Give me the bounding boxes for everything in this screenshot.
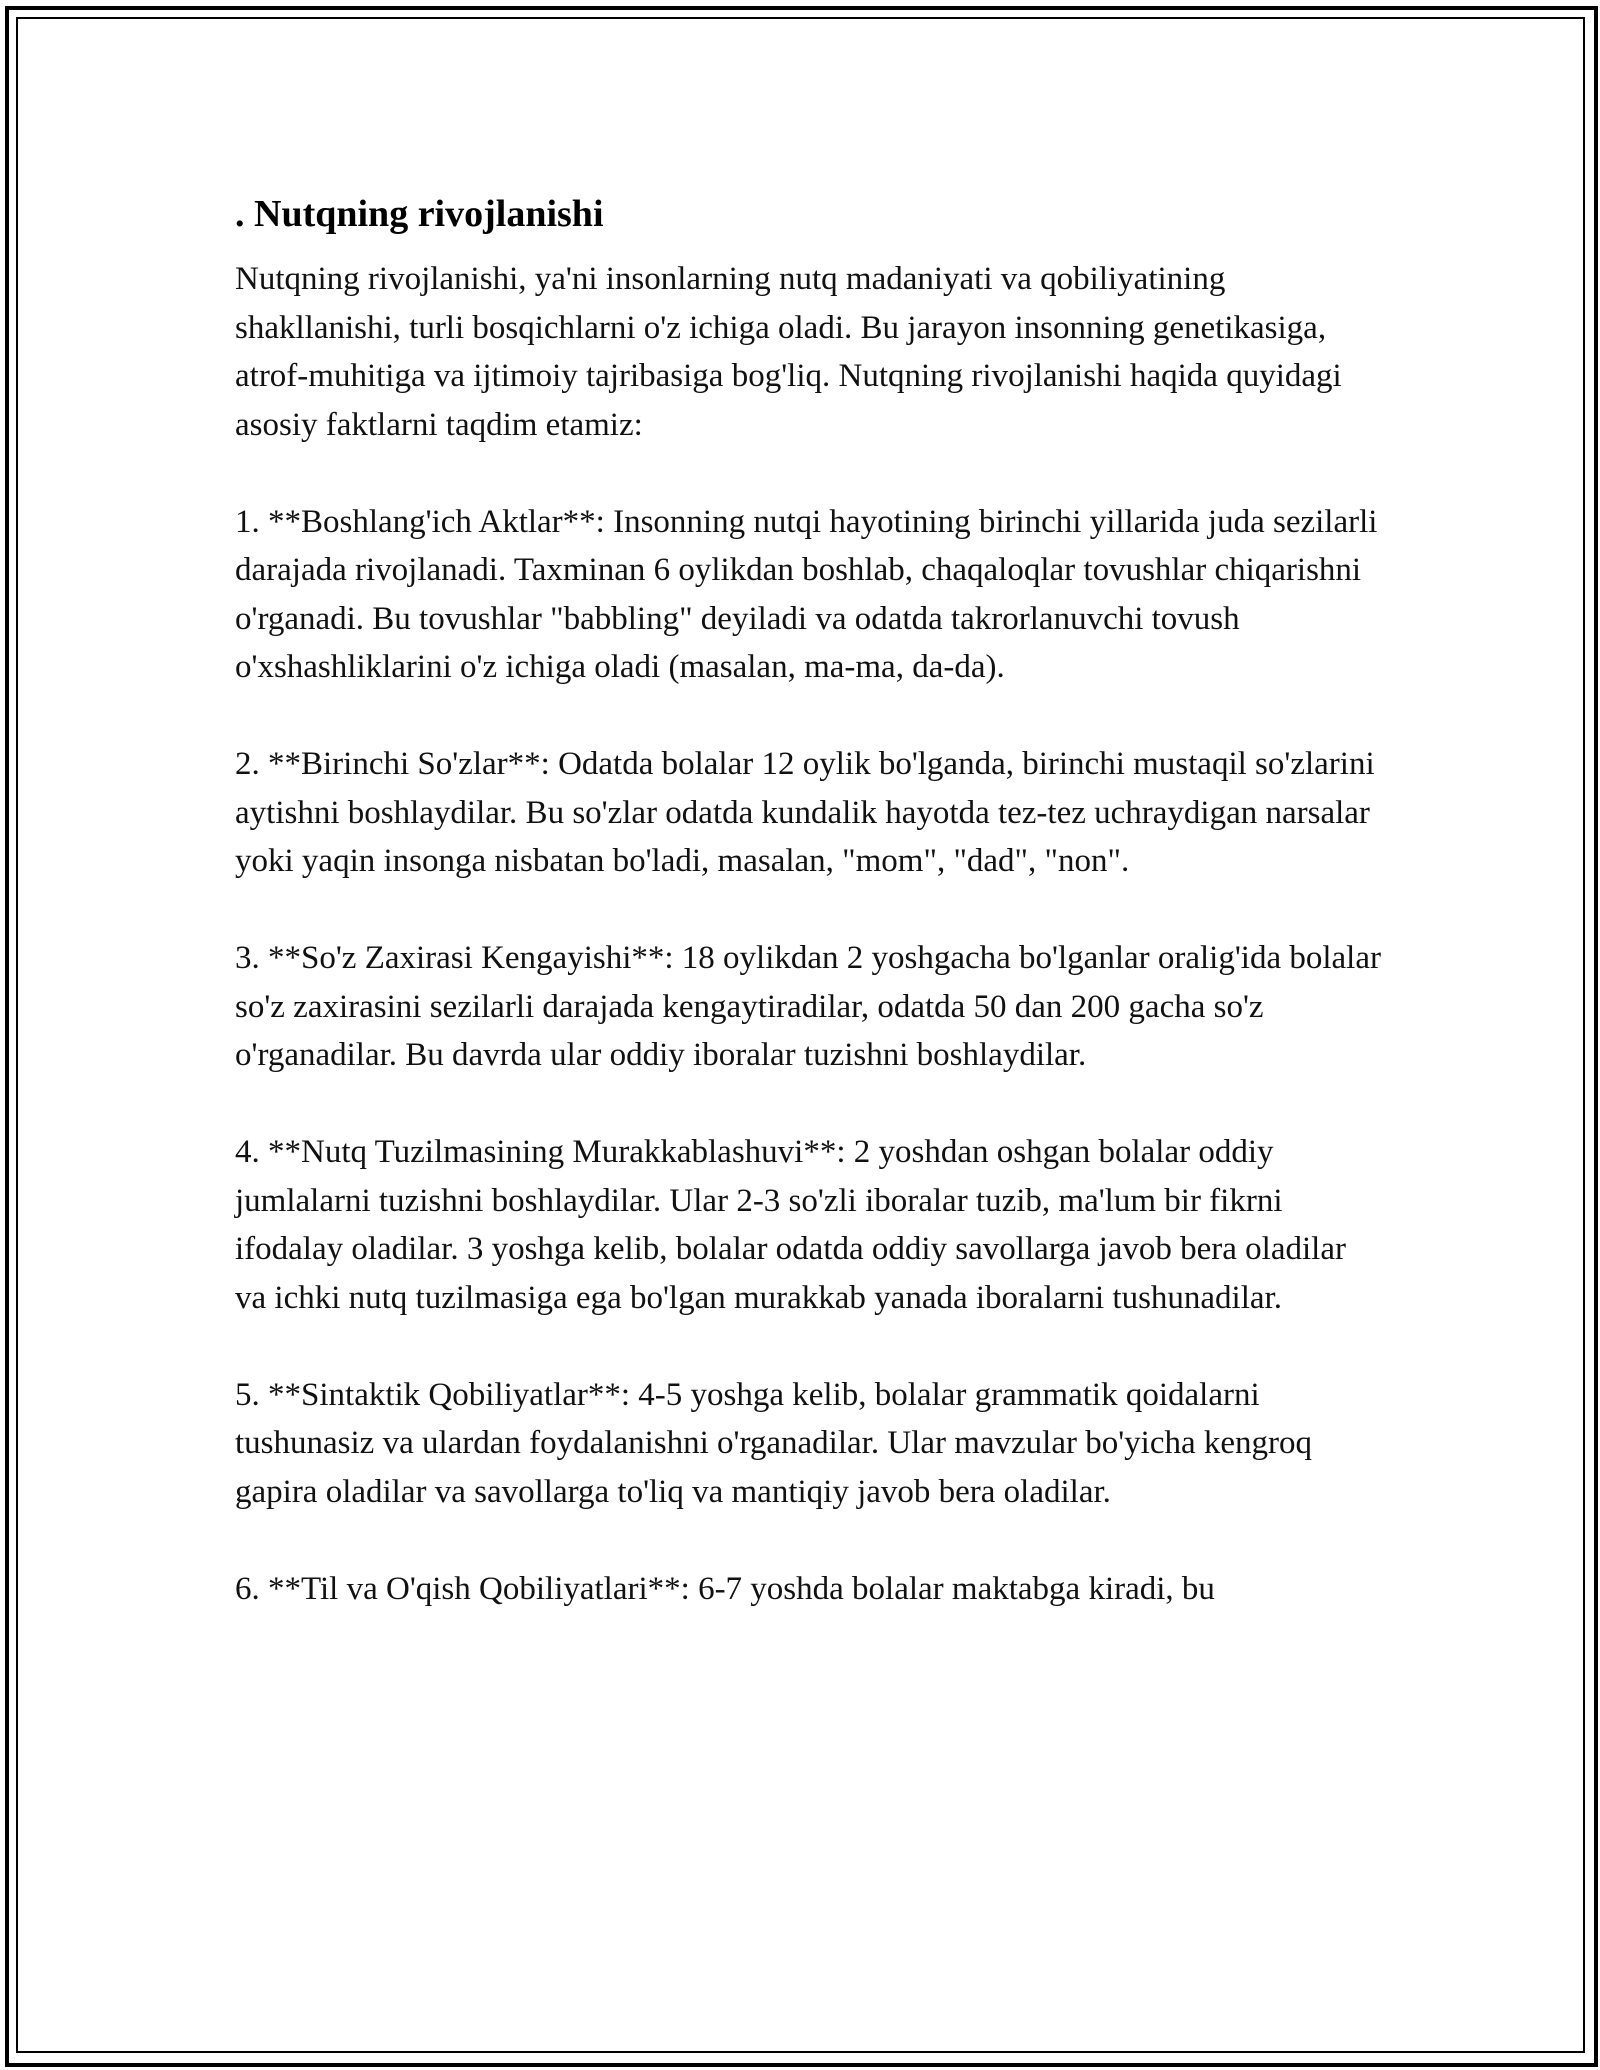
paragraph-item-2: 2. **Birinchi So'zlar**: Odatda bolalar 12 oylik bo'lganda, birinchi mustaqil so'zlarini aytishni boshlaydilar. Bu so'zlar odatda kundalik hayotda tez-tez uchraydigan narsalar yoki yaqin insonga nisbatan bo'ladi, masalan, "mom", "dad", "non". (235, 746, 1375, 879)
paragraph-item-5: 5. **Sintaktik Qobiliyatlar**: 4-5 yoshga kelib, bolalar grammatik qoidalarni tushunasiz va ulardan foydalanishni o'rganadilar. Ular mavzular bo'yicha kengroq gapira oladilar va savollarga to'liq va mantiqiy javob bera oladilar. (235, 1376, 1313, 1510)
paragraph-item-6: 6. **Til va O'qish Qobiliyatlari**: 6-7 yoshda bolalar maktabga kiradi, bu (235, 1570, 1215, 1607)
paragraph-item-3: 3. **So'z Zaxirasi Kengayishi**: 18 oylikdan 2 yoshgacha bo'lganlar oralig'ida bolalar so'z zaxirasini sezilarli darajada kengaytiradilar, odatda 50 dan 200 gacha so'z o'rganadilar. Bu davrda ular oddiy iboralar tuzishni boshlaydilar. (235, 940, 1381, 1073)
paragraph-item-1: 1. **Boshlang'ich Aktlar**: Insonning nutqi hayotining birinchi yillarida juda sezilarli darajada rivojlanadi. Taxminan 6 oylikdan boshlab, chaqaloqlar tovushlar chiqarishni o'rganadi. Bu tovushlar "babbling" deyiladi va odatda takrorlanuvchi tovush o'xshashliklarini o'z ichiga oladi (masalan, ma-ma, da-da). (235, 503, 1378, 685)
document-heading: . Nutqning rivojlanishi (235, 193, 604, 235)
paragraph-item-4: 4. **Nutq Tuzilmasining Murakkablashuvi**: 2 yoshdan oshgan bolalar oddiy jumlalarni tuzishni boshlaydilar. Ular 2-3 so'zli iboralar tuzib, ma'lum bir fikrni ifodalay oladilar. 3 yoshga kelib, bolalar odatda oddiy savollarga javob bera oladilar va ichki nutq tuzilmasiga ega bo'lgan murakkab yanada iboralarni tushunadilar. (235, 1134, 1346, 1316)
document-body (235, 185, 1385, 1613)
intro-paragraph: Nutqning rivojlanishi, ya'ni insonlarning nutq madaniyati va qobiliyatining shakllanishi, turli bosqichlarni o'z ichiga oladi. Bu jarayon insonning genetikasiga, atrof-muhitiga va ijtimoiy tajribasiga bog'liq. Nutqning rivojlanishi haqida quyidagi asosiy faktlarni taqdim etamiz: (235, 261, 1342, 443)
